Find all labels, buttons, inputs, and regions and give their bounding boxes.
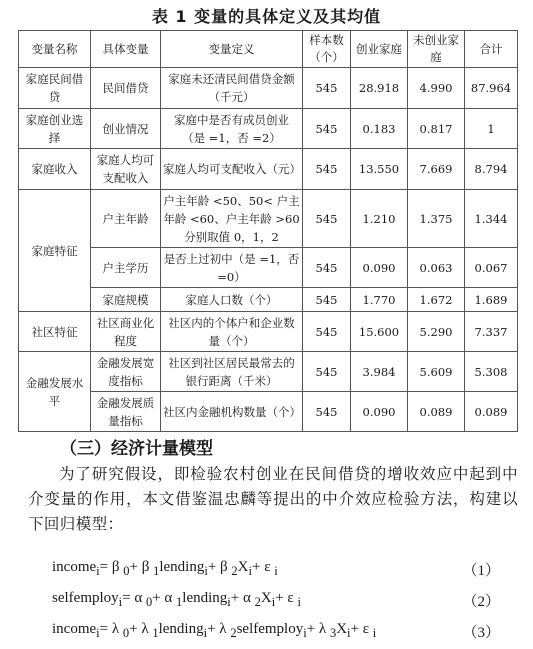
header-var-name: 变量名称 [19, 31, 91, 68]
non-entrepreneur-mean-cell: 0.063 [408, 248, 465, 288]
header-sample-size: 样本数（个） [303, 31, 351, 68]
equation-2-expression: selfemploy$_i$= α $_0$+ α $_1$lending$_i$+ α $_2X_i+ \varepsilon$ $_i$ [52, 590, 301, 609]
table-row [19, 392, 518, 432]
total-mean-cell: 0.089 [465, 392, 518, 432]
group-cell: 家庭特征 [19, 190, 91, 312]
entrepreneur-mean-cell: 15.600 [351, 312, 408, 352]
specific-var-cell: 民间借贷 [91, 68, 161, 109]
entrepreneur-mean-cell: 3.984 [351, 352, 408, 392]
header-definition: 变量定义 [161, 31, 303, 68]
group-cell: 社区特征 [19, 312, 91, 352]
header-specific-var: 具体变量 [91, 31, 161, 68]
sample-size-cell: 545 [303, 392, 351, 432]
entrepreneur-mean-cell: 1.210 [351, 190, 408, 248]
total-mean-cell: 87.964 [465, 68, 518, 109]
entrepreneur-mean-cell: 28.918 [351, 68, 408, 109]
total-mean-cell: 1.344 [465, 190, 518, 248]
header-total: 合计 [465, 31, 518, 68]
entrepreneur-mean-cell: 0.090 [351, 392, 408, 432]
section-heading: （三）经济计量模型 [60, 439, 213, 459]
variables-table [18, 30, 518, 432]
definition-cell: 社区内金融机构数量（个） [161, 392, 303, 432]
table-row [19, 352, 518, 392]
table-row [19, 248, 518, 288]
equation-1-expression: income$_i$= β $_0$+ β $_1$lending$_i$+ β $_2X_i+ \varepsilon$ $_i$ [52, 559, 278, 578]
non-entrepreneur-mean-cell: 7.669 [408, 149, 465, 190]
specific-var-cell: 金融发展宽度指标 [91, 352, 161, 392]
equation-2-lhs: selfemploy [52, 590, 119, 606]
table-row [19, 312, 518, 352]
sample-size-cell: 545 [303, 288, 351, 312]
total-mean-cell: 7.337 [465, 312, 518, 352]
non-entrepreneur-mean-cell: 0.817 [408, 109, 465, 149]
group-cell: 家庭创业选择 [19, 109, 91, 149]
specific-var-cell: 户主学历 [91, 248, 161, 288]
entrepreneur-mean-cell: 0.090 [351, 248, 408, 288]
equation-3-number: （3） [462, 625, 500, 641]
non-entrepreneur-mean-cell: 0.089 [408, 392, 465, 432]
table-row [19, 109, 518, 149]
non-entrepreneur-mean-cell: 5.290 [408, 312, 465, 352]
non-entrepreneur-mean-cell: 1.375 [408, 190, 465, 248]
definition-cell: 家庭人均可支配收入（元） [161, 149, 303, 190]
specific-var-cell: 户主年龄 [91, 190, 161, 248]
sample-size-cell: 545 [303, 68, 351, 109]
definition-cell: 家庭中是否有成员创业（是 =1，否 =2） [161, 109, 303, 149]
non-entrepreneur-mean-cell: 5.609 [408, 352, 465, 392]
specific-var-cell: 家庭人均可支配收入 [91, 149, 161, 190]
specific-var-cell: 家庭规模 [91, 288, 161, 312]
specific-var-cell: 社区商业化程度 [91, 312, 161, 352]
table-row [19, 288, 518, 312]
sample-size-cell: 545 [303, 352, 351, 392]
equation-1-number: （1） [462, 563, 500, 579]
definition-cell: 家庭未还清民间借贷金额（千元） [161, 68, 303, 109]
specific-var-cell: 金融发展质量指标 [91, 392, 161, 432]
sample-size-cell: 545 [303, 190, 351, 248]
group-cell: 金融发展水平 [19, 352, 91, 432]
total-mean-cell: 8.794 [465, 149, 518, 190]
table-row [19, 190, 518, 248]
equation-3-lhs: income [52, 621, 97, 637]
entrepreneur-mean-cell: 13.550 [351, 149, 408, 190]
sample-size-cell: 545 [303, 312, 351, 352]
definition-cell: 家庭人口数（个） [161, 288, 303, 312]
sample-size-cell: 545 [303, 109, 351, 149]
body-paragraph: 为了研究假设，即检验农村创业在民间借贷的增收效应中起到中介变量的作用，本文借鉴温忠麟等提出的中介效应检验方法，构建以下回归模型： [28, 465, 518, 533]
total-mean-cell: 0.067 [465, 248, 518, 288]
definition-cell: 社区到社区居民最常去的银行距离（千米） [161, 352, 303, 392]
entrepreneur-mean-cell: 0.183 [351, 109, 408, 149]
group-cell: 家庭收入 [19, 149, 91, 190]
equation-2-number: （2） [462, 594, 500, 610]
specific-var-cell: 创业情况 [91, 109, 161, 149]
sample-size-cell: 545 [303, 248, 351, 288]
equation-3-expression: income$_i$= λ $_0$+ λ $_1$lending$_i$+ λ $_2$selfemploy$_i$+ λ $_3X_i+ \varepsilon$ $_i$ [52, 621, 377, 640]
non-entrepreneur-mean-cell: 1.672 [408, 288, 465, 312]
group-cell: 家庭民间借贷 [19, 68, 91, 109]
table-row [19, 68, 518, 109]
total-mean-cell: 1 [465, 109, 518, 149]
total-mean-cell: 5.308 [465, 352, 518, 392]
non-entrepreneur-mean-cell: 4.990 [408, 68, 465, 109]
header-non-entrepreneur: 未创业家庭 [408, 31, 465, 68]
definition-cell: 户主年龄 <50、50< 户主年龄 <60、户主年龄 >60 分别取值 0，1，2 [161, 190, 303, 248]
header-entrepreneur: 创业家庭 [351, 31, 408, 68]
total-mean-cell: 1.689 [465, 288, 518, 312]
definition-cell: 社区内的个体户和企业数量（个） [161, 312, 303, 352]
table-header-row [19, 31, 518, 68]
sample-size-cell: 545 [303, 149, 351, 190]
definition-cell: 是否上过初中（是 =1，否 =0） [161, 248, 303, 288]
entrepreneur-mean-cell: 1.770 [351, 288, 408, 312]
equation-1-lhs: income [52, 559, 97, 575]
table-title: 表 1 变量的具体定义及其均值 [151, 7, 382, 26]
table-row [19, 149, 518, 190]
